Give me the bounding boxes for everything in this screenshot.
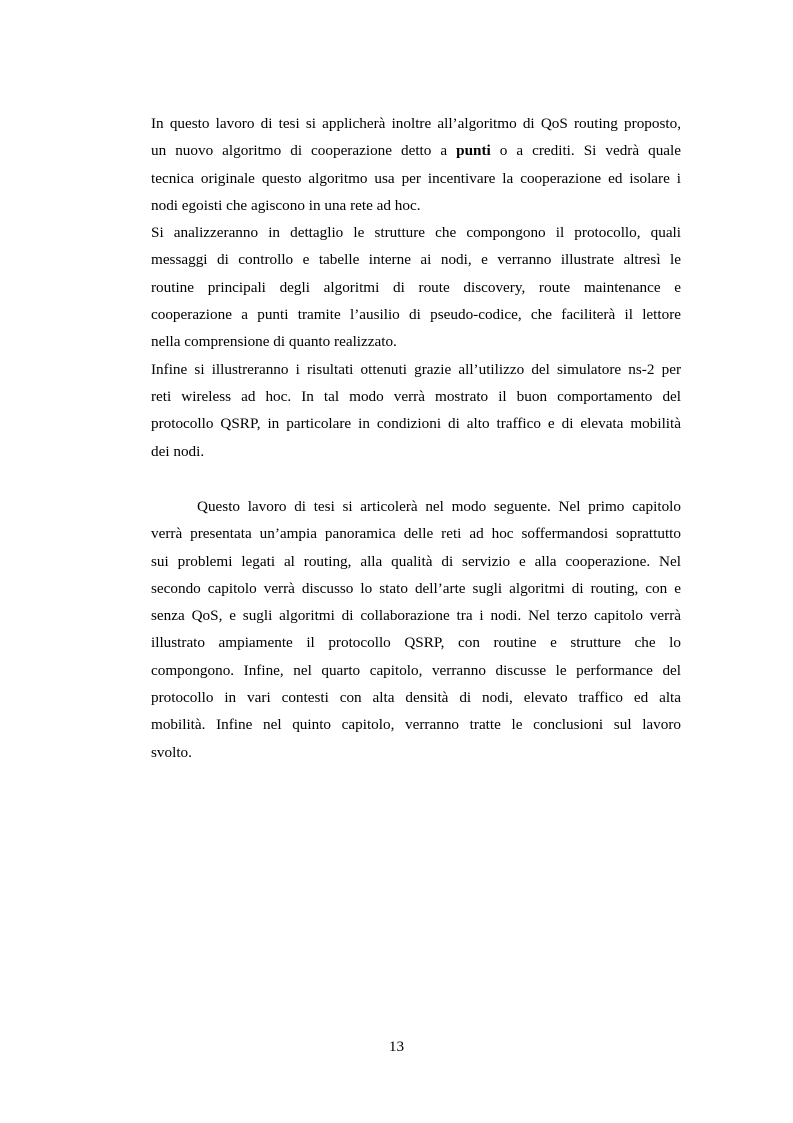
paragraph-line: routine principali degli algoritmi di route discovery, route maintenance e	[151, 278, 681, 296]
paragraph-line: Si analizzeranno in dettaglio le strutture che compongono il protocollo, quali	[151, 224, 681, 242]
paragraph-line: illustrato ampiamente il protocollo QSRP, con routine e strutture che lo	[151, 634, 681, 652]
paragraph-line: Infine si illustreranno i risultati ottenuti grazie all’utilizzo del simulatore ns-2 per	[151, 360, 681, 378]
text-run: un nuovo algoritmo di cooperazione detto a	[151, 142, 457, 160]
paragraph-line: nella comprensione di quanto realizzato.	[151, 333, 397, 351]
paragraph-line: sui problemi legati al routing, alla qualità di servizio e alla cooperazione. Nel	[151, 552, 681, 570]
paragraph-line: Questo lavoro di tesi si articolerà nel modo seguente. Nel primo capitolo	[197, 498, 681, 515]
paragraph-line: dei nodi.	[151, 442, 205, 460]
paragraph-line: protocollo QSRP, in particolare in condizioni di alto traffico e di elevata mobilità	[151, 415, 681, 433]
page-number: 13	[388, 1038, 405, 1055]
paragraph-line: reti wireless ad hoc. In tal modo verrà mostrato il buon comportamento del	[151, 387, 681, 405]
paragraph-line: messaggi di controllo e tabelle interne ai nodi, e verranno illustrate altresì le	[151, 251, 681, 269]
text-block-intro	[151, 110, 681, 465]
paragraph-line	[151, 137, 681, 164]
paragraph-line: tecnica originale questo algoritmo usa per incentivare la cooperazione ed isolare i	[151, 169, 681, 187]
bold-term: punti	[456, 142, 491, 160]
text-block-outline	[151, 493, 681, 766]
paragraph-line: svolto.	[151, 743, 192, 761]
paragraph-line: mobilità. Infine nel quinto capitolo, verranno tratte le conclusioni sul lavoro	[151, 716, 681, 734]
paragraph-line: cooperazione a punti tramite l’ausilio di pseudo-codice, che faciliterà il lettore	[151, 306, 681, 324]
paragraph-line: In questo lavoro di tesi si applicherà inoltre all’algoritmo di QoS routing proposto,	[151, 115, 681, 132]
paragraph-line: verrà presentata un’ampia panoramica delle reti ad hoc soffermandosi soprattutto	[151, 525, 681, 543]
paragraph-line: protocollo in vari contesti con alta densità di nodi, elevato traffico ed alta	[151, 689, 681, 707]
paragraph-line: senza QoS, e sugli algoritmi di collaborazione tra i nodi. Nel terzo capitolo verrà	[151, 607, 681, 625]
paragraph-line: nodi egoisti che agiscono in una rete ad hoc.	[151, 196, 421, 214]
text-run: o a crediti. Si vedrà quale	[490, 142, 681, 160]
paragraph-line: secondo capitolo verrà discusso lo stato dell’arte sugli algoritmi di routing, con e	[151, 579, 681, 597]
paragraph-line: compongono. Infine, nel quarto capitolo, verranno discusse le performance del	[151, 661, 681, 679]
